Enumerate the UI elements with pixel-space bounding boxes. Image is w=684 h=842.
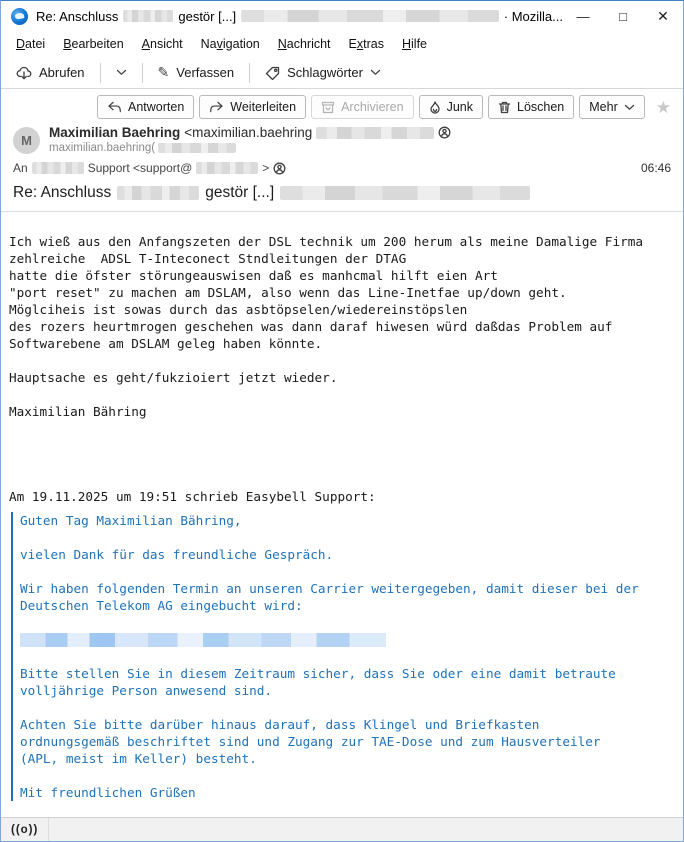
chevron-down-icon (370, 69, 381, 76)
antworten-button[interactable]: Antworten (97, 95, 194, 119)
quote-line: Guten Tag Maximilian Bähring, (20, 513, 242, 528)
from-address[interactable]: Maximilian Baehring <maximilian.baehring (49, 125, 675, 140)
message-line (9, 437, 675, 454)
quote-line: Bitte stellen Sie in diesem Zeitraum sicher, dass Sie oder eine damit betraute (20, 666, 616, 681)
trash-icon (498, 101, 511, 114)
redacted-subject-segment2 (280, 186, 530, 200)
message-line: Softwarebene am DSLAM geleg haben könnte. (9, 336, 323, 351)
mehr-button[interactable]: Mehr (579, 95, 644, 119)
thunderbird-logo-icon (11, 8, 28, 25)
to-address[interactable]: Support <support@ (87, 161, 193, 175)
quote-line: (APL, meist im Keller) besteht. (20, 751, 257, 766)
window-title-suffix: · Mozilla... (503, 8, 563, 24)
loeschen-button[interactable]: Löschen (488, 95, 574, 119)
redacted-to-domain (196, 162, 258, 174)
weiterleiten-button[interactable]: Weiterleiten (199, 95, 306, 119)
from-row (11, 125, 675, 154)
redacted-from-secondary (158, 143, 236, 153)
chevron-down-icon (624, 104, 635, 111)
menu-navigation[interactable]: Navigation (200, 37, 260, 51)
message-line: Hauptsache es geht/fukzioiert jetzt wieder. (9, 370, 338, 385)
message-line: "port reset" zu machen am DSLAM, also wenn das Line-Inetfae up/down geht. (9, 285, 567, 300)
quote-line (20, 563, 675, 580)
quote-line (20, 648, 675, 665)
message-line: Möglciheis ist sowas durch das asbtöpselen/wiedereinstöpslen (9, 302, 468, 317)
message-line: des rozers heurtmrogen geschehen was dann daraf hiwesen würd daßdas Problem auf (9, 319, 613, 334)
avatar: M (13, 127, 40, 154)
message-line: zehlreiche ADSL T-Inteconect Stndleitungen der DTAG (9, 251, 407, 266)
window-controls (563, 2, 683, 31)
message-action-buttons (11, 95, 675, 119)
contact-icon (438, 126, 451, 139)
title-bar (1, 1, 683, 31)
message-line (9, 352, 675, 369)
message-line (9, 386, 675, 403)
star-flag-icon[interactable]: ★ (655, 97, 671, 117)
redacted-title-segment (123, 10, 173, 22)
redacted-from-email (316, 127, 434, 139)
message-line: Am 19.11.2025 um 19:51 schrieb Easybell Support: (9, 489, 376, 504)
quote-line: vielen Dank für das freundliche Gespräch. (20, 547, 334, 562)
window-title (36, 9, 563, 24)
quote-line: Deutschen Telekom AG eingebucht wird: (20, 598, 303, 613)
quote-line (20, 529, 675, 546)
message-own-text (9, 233, 675, 505)
menu-hilfe[interactable]: Hilfe (401, 37, 427, 51)
quote-line: Achten Sie bitte darüber hinaus darauf, dass Klingel und Briefkasten (20, 717, 540, 732)
quote-line (20, 699, 675, 716)
menu-extras[interactable]: Extras (348, 37, 384, 51)
broadcast-icon[interactable]: ((o)) (1, 818, 49, 841)
quote-line: Mit freundlichen Grüßen (20, 785, 196, 800)
message-line (9, 420, 675, 437)
message-line (9, 454, 675, 471)
menu-bearbeiten[interactable]: Bearbeiten (63, 37, 124, 51)
message-line: Ich wieß aus den Anfangszeten der DSL technik um 200 herum als meine Damalige Firma (9, 234, 643, 249)
toolbar-separator (249, 63, 250, 83)
to-row: An Support <support@ > 06:46 (13, 161, 675, 175)
menu-ansicht[interactable]: Ansicht (141, 37, 183, 51)
mail-toolbar (1, 57, 683, 89)
message-line (9, 471, 675, 488)
subject-line: Re: Anschluss gestör [...] (13, 184, 675, 202)
abrufen-dropdown[interactable] (107, 64, 136, 81)
quote-line (20, 767, 675, 784)
quoted-message (11, 512, 675, 801)
forward-icon (209, 101, 224, 113)
quote-line: ordnungsgemäß beschriftet sind und Zugang zur TAE-Dose und zum Hausverteiler (20, 734, 601, 749)
quote-line: Wir haben folgenden Termin an unseren Carrier weitergegeben, damit dieser bei der (20, 581, 639, 596)
redacted-title-segment2 (241, 10, 499, 22)
minimize-button[interactable]: — (576, 8, 590, 24)
message-line: Maximilian Bähring (9, 404, 147, 419)
redacted-subject-segment (117, 186, 199, 200)
toolbar-separator (100, 63, 101, 83)
archivieren-button[interactable]: Archivieren (311, 95, 414, 119)
quote-line: volljährige Person anwesend sind. (20, 683, 273, 698)
tag-icon (265, 66, 280, 80)
quote-line (20, 631, 675, 648)
close-button[interactable]: ✕ (657, 7, 669, 24)
to-label: An (13, 161, 28, 175)
menu-nachricht[interactable]: Nachricht (277, 37, 331, 51)
flame-icon (429, 101, 441, 114)
status-bar (1, 817, 683, 841)
quote-line (20, 614, 675, 631)
cloud-download-icon (16, 66, 32, 80)
message-line: hatte die öfster störungeauswisen daß es manhcmal hilft eien Art (9, 268, 498, 283)
message-header (1, 89, 683, 212)
message-body-pane[interactable] (1, 212, 683, 817)
schlagwoerter-button[interactable]: Schlagwörter (256, 60, 390, 85)
pencil-icon: ✎ (157, 64, 170, 80)
verfassen-button[interactable]: ✎ Verfassen (157, 64, 235, 80)
abrufen-button[interactable]: Abrufen (7, 60, 94, 85)
toolbar-separator (142, 63, 143, 83)
menu-bar (1, 31, 683, 57)
chevron-down-icon (116, 69, 127, 76)
menu-datei[interactable]: Datei (16, 37, 46, 51)
reply-icon (107, 101, 122, 113)
junk-button[interactable]: Junk (419, 95, 483, 119)
message-time: 06:46 (640, 161, 671, 175)
window-title-text: Re: Anschluss (36, 8, 119, 24)
window-title-text2: gestör [...] (178, 8, 237, 24)
contact-icon (273, 162, 286, 175)
archive-icon (321, 101, 335, 114)
from-secondary-address: maximilian.baehring( (49, 142, 675, 154)
maximize-button[interactable]: □ (619, 8, 627, 24)
redacted-to-name (32, 162, 84, 174)
